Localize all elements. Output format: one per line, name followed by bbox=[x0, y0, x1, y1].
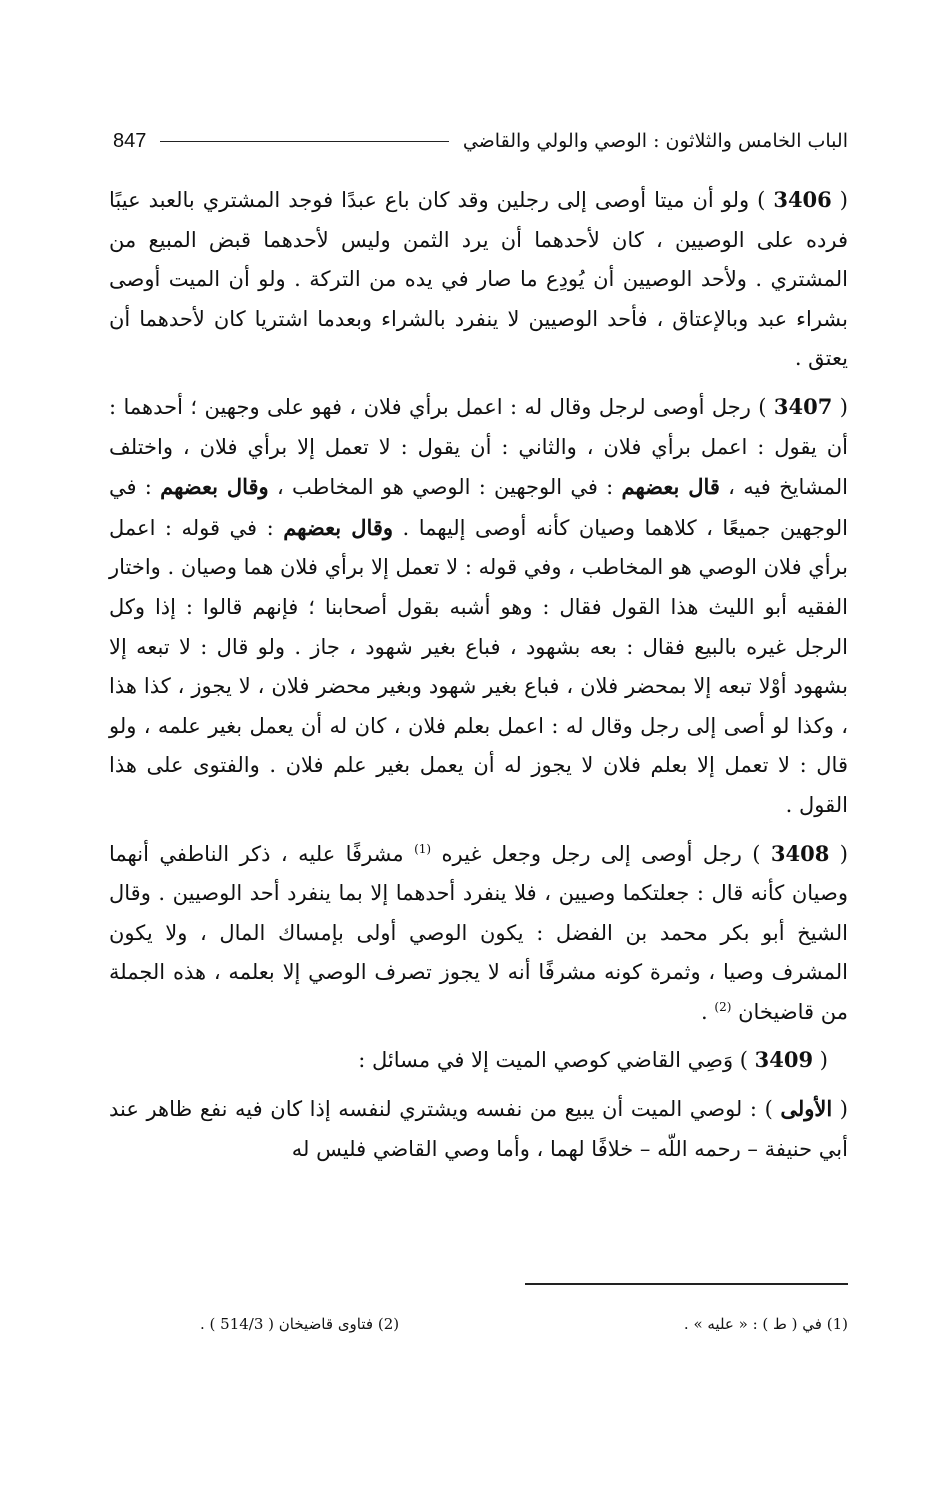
bold-phrase: قال بعضهم bbox=[621, 474, 720, 500]
paragraph-first-case bbox=[109, 1089, 848, 1169]
paragraph-text: ) وَصِي القاضي كوصي الميت إلا في مسائل : bbox=[358, 1048, 755, 1073]
paragraph-3407 bbox=[109, 387, 848, 826]
case-label: الأولى bbox=[780, 1096, 833, 1122]
page-number: 847 bbox=[113, 129, 147, 152]
paren-open: ( bbox=[813, 1048, 828, 1073]
issue-number: 3409 bbox=[754, 1047, 814, 1073]
main-text bbox=[109, 180, 848, 1177]
footnote-ref-1: (1) bbox=[414, 841, 432, 856]
issue-number: 3406 bbox=[773, 187, 832, 212]
paragraph-text: . bbox=[701, 999, 715, 1024]
paragraph-text: : في الوجهين : الوصي هو المخاطب ، bbox=[268, 475, 622, 500]
paragraph-text: ) : لوصي الميت أن يبيع من نفسه ويشتري لنفسه إذا كان فيه نفع ظاهر عند أبي حنيفة – رحمه اللّه – خلافًا لهما ، وأما وصي القاضي فليس له bbox=[109, 1097, 848, 1161]
issue-number: 3407 bbox=[773, 393, 833, 419]
paragraph-text: : في الوجهين جميعًا ، كلاهما وصيان كأنه أوصى إليهما . bbox=[109, 475, 848, 540]
paragraph-3409 bbox=[109, 1040, 848, 1081]
bold-phrase: وقال بعضهم bbox=[283, 514, 394, 540]
footnotes bbox=[200, 1315, 848, 1333]
running-header bbox=[113, 124, 848, 158]
paragraph-text: مشرفًا عليه ، ذكر الناطفي أنهما وصيان كأنه قال : جعلتكما وصيين ، فلا ينفرد أحدهما إلا بما ينفرد أحد الوصيين . وقال الشيخ أبو بكر محمد بن الفضل : يكون الوصي أولى بإمساك المال ، ولا يكون المشرف وصيا ، وثمرة كونه مشرفًا أنه لا يجوز تصرف الوصي إلا بعلمه ، هذه الجملة من قاضيخان bbox=[109, 841, 848, 1024]
paragraph-text: ) رجل أوصى إلى رجل وجعل غيره bbox=[431, 841, 771, 866]
footnote-1: (1) في ( ط ) : « عليه » . bbox=[683, 1315, 848, 1333]
paren-open: ( bbox=[831, 188, 848, 212]
footnote-ref-2: (2) bbox=[714, 999, 732, 1014]
paragraph-3408 bbox=[109, 834, 848, 1033]
paragraph-3406 bbox=[109, 180, 848, 379]
paragraph-text: ) ولو أن ميتا أوصى إلى رجلين وقد كان باع عبدًا فوجد المشتري بالعبد عيبًا فرده على الوصيين ، كان لأحدهما أن يرد الثمن وليس لأحدهما قبض المبيع من المشتري . ولأحد الوصيين أن يُودِع ما صار في يده من التركة . ولو أن الميت أوصى بشراء عبد وبالإعتاق ، فأحد الوصيين لا ينفرد بالشراء وبعدما اشتريا كان لأحدهما أن يعتق . bbox=[109, 188, 848, 371]
paren-open: ( bbox=[832, 1097, 848, 1122]
paren-open: ( bbox=[832, 394, 848, 419]
chapter-title: الباب الخامس والثلاثون : الوصي والولي والقاضي bbox=[462, 130, 848, 152]
issue-number: 3408 bbox=[770, 840, 830, 866]
header-rule bbox=[160, 141, 448, 142]
footnote-separator bbox=[525, 1283, 848, 1285]
paren-open: ( bbox=[829, 841, 848, 866]
bold-phrase: وقال بعضهم bbox=[160, 474, 269, 500]
paragraph-text: ) رجل أوصى لرجل وقال له : اعمل برأي فلان ، فهو على وجهين ؛ أحدهما : أن يقول : اعمل برأي فلان ، والثاني : أن يقول : لا تعمل إلا برأي فلان ، واختلف المشايخ فيه ، bbox=[109, 394, 849, 500]
footnote-2: (2) فتاوى قاضيخان ( 514/3 ) . bbox=[200, 1315, 400, 1333]
paragraph-text: : في قوله : اعمل برأي فلان الوصي هو المخاطب ، وفي قوله : لا تعمل إلا برأي فلان هما وصيان . واختار الفقيه أبو الليث هذا القول فقال : وهو أشبه بقول أصحابنا ؛ فإنهم قالوا : إذا وكل الرجل غيره بالبيع فقال : بعه بشهود ، فباع بغير شهود ، جاز . ولو قال : لا تبعه إلا بشهود أوْلا تبعه إلا بمحضر فلان ، فباع بغير شهود وبغير محضر فلان ، لا يجوز ، كذا هذا ، وكذا لو أصى إلى رجل وقال له : اعمل بعلم فلان ، كان له أن يعمل بغير علمه ، ولو قال : لا تعمل إلا بعلم فلان لا يجوز له أن يعمل بغير علم فلان . والفتوى على هذا القول . bbox=[108, 515, 848, 817]
